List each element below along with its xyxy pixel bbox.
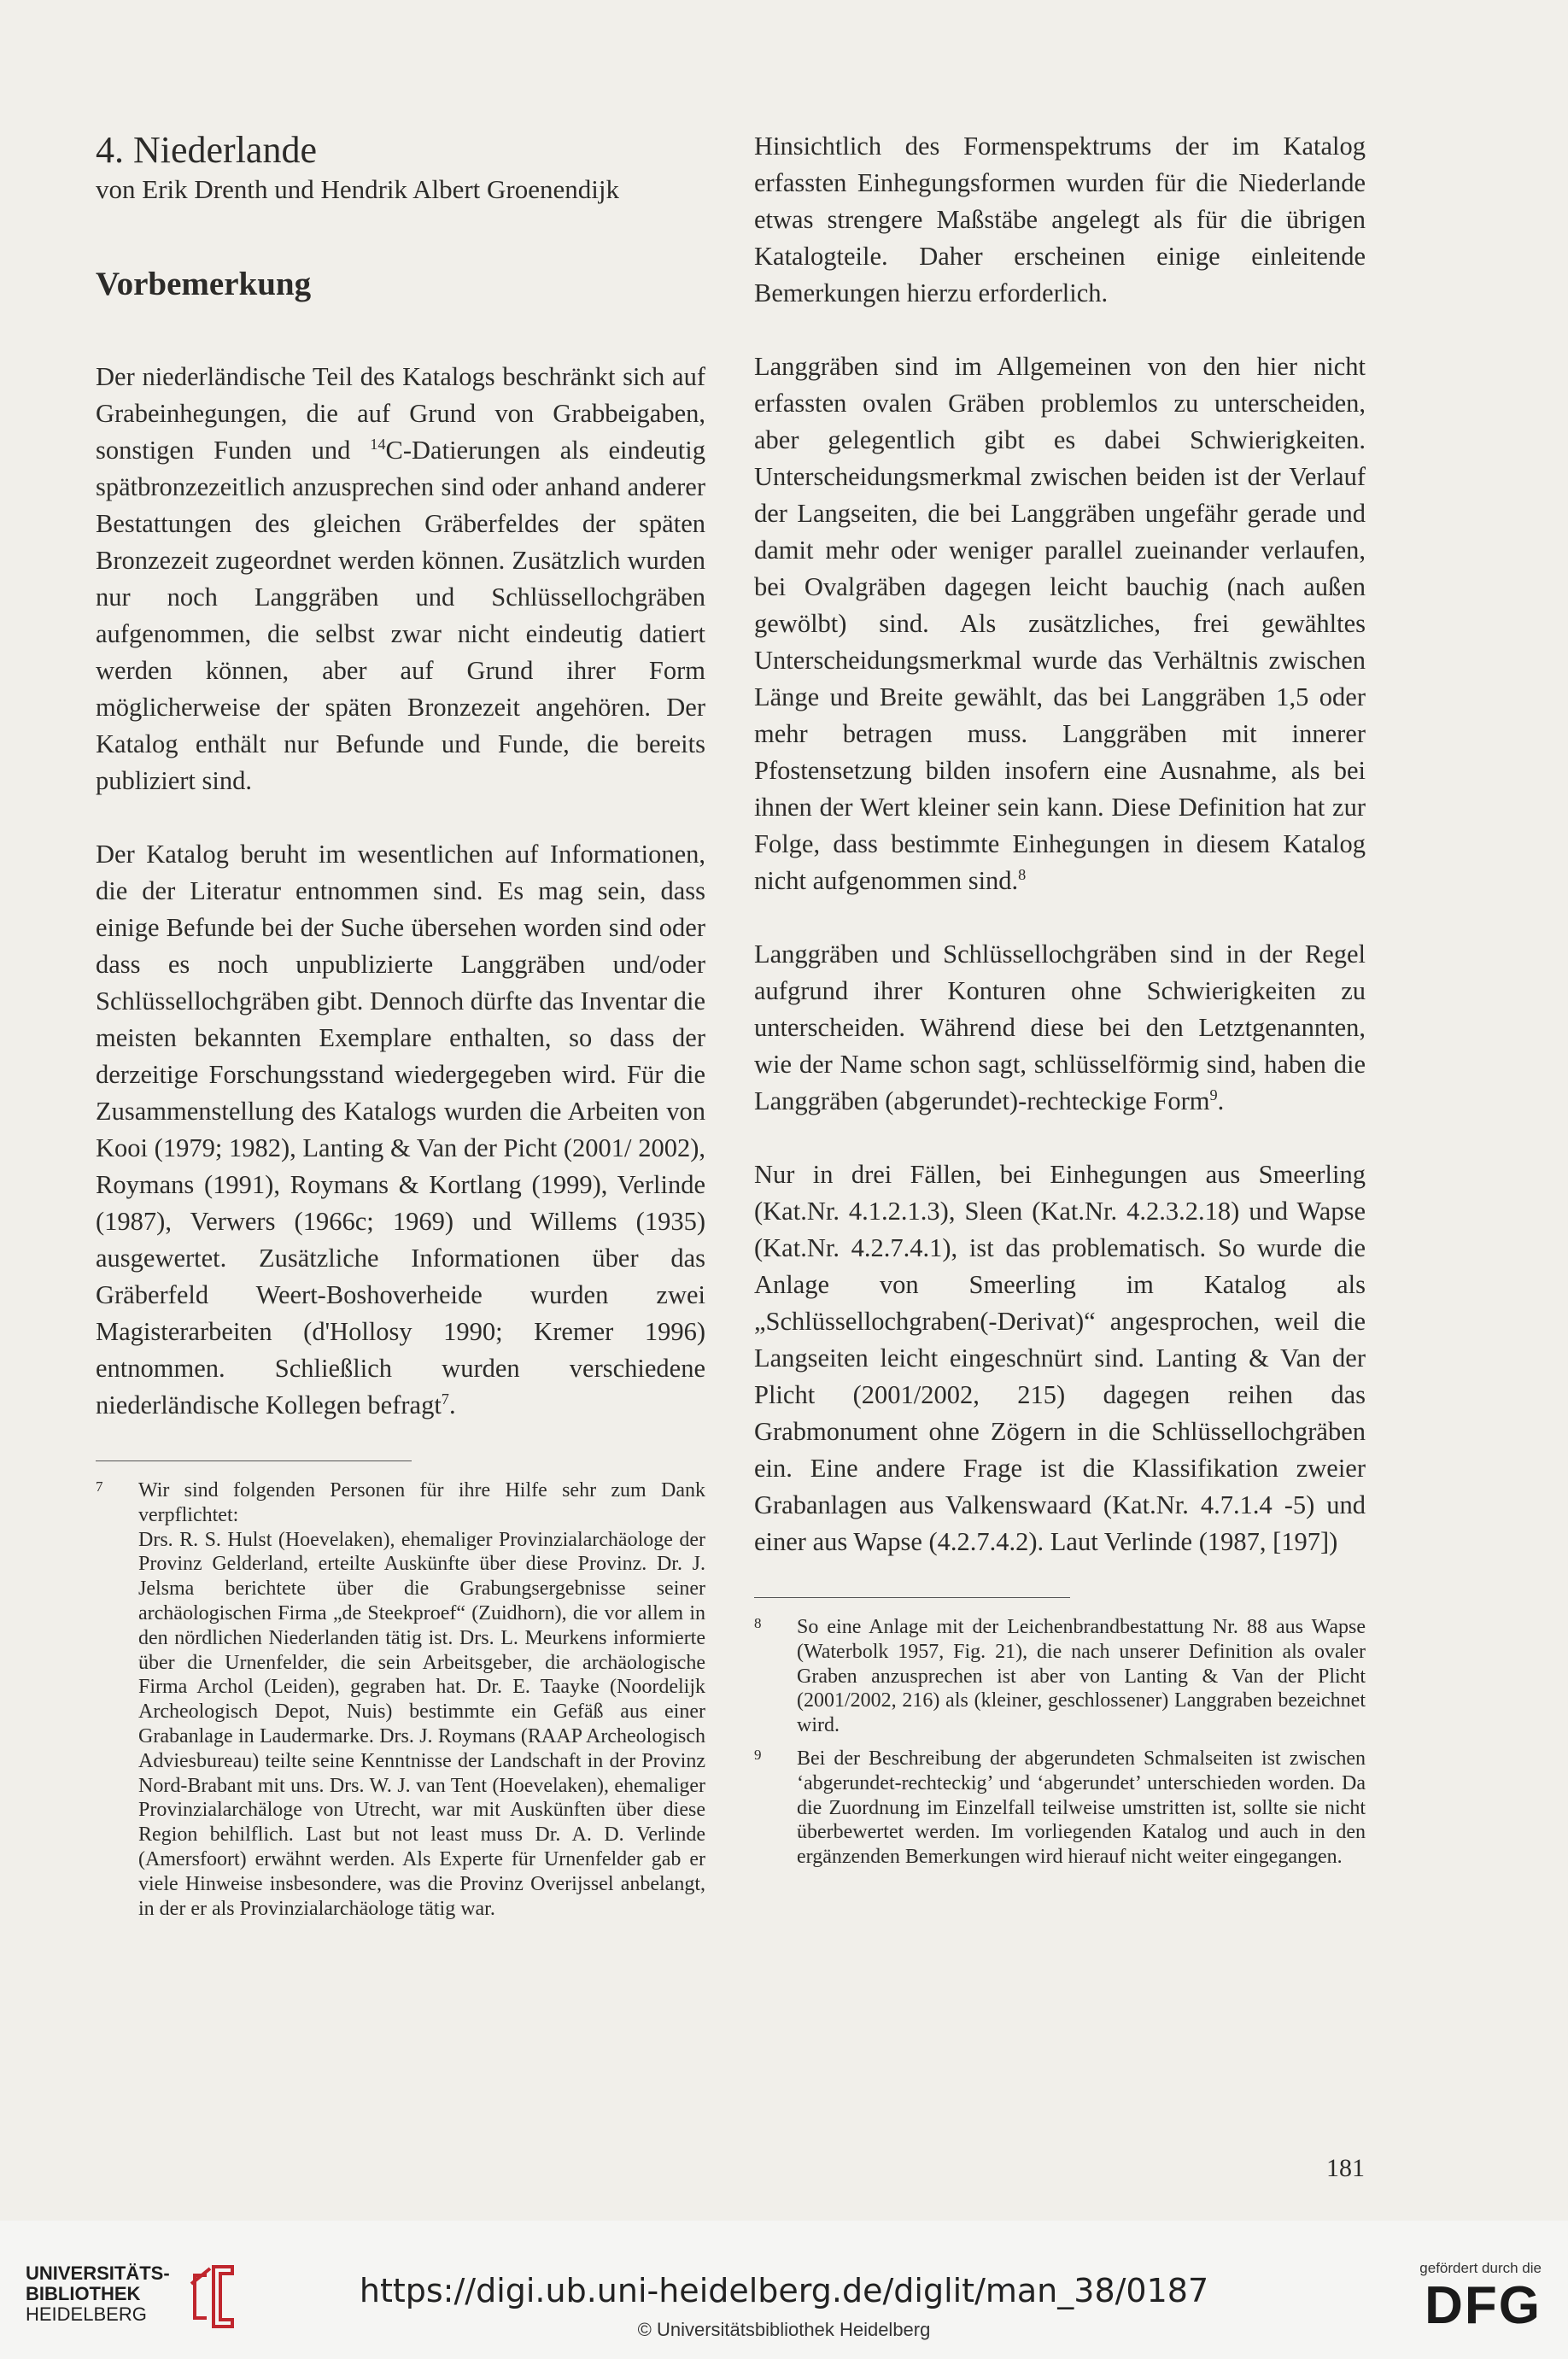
left-column	[96, 128, 705, 1929]
footnote-ref-9[interactable]: 9	[1209, 1086, 1218, 1104]
footnote-ref-7[interactable]: 7	[441, 1390, 449, 1408]
superscript: 14	[370, 436, 386, 454]
paragraph: Hinsichtlich des Formenspektrums der im Katalog erfassten Einhegungsformen wurden für die Niederlande etwas strengere Maßstäbe angelegt als für die übrigen Katalogteile. Daher erscheinen einige einleitende Bemerkungen hierzu erforderlich.	[754, 132, 1366, 307]
permalink-url[interactable]: https://digi.ub.uni-heidelberg.de/diglit/man_38/0187	[359, 2272, 1209, 2309]
footnote-divider	[754, 1597, 1070, 1598]
viewer-footer	[0, 2221, 1568, 2359]
footnote-number: 7	[96, 1478, 103, 1495]
footnote-number: 9	[754, 1746, 762, 1763]
paragraph: Langgräben und Schlüssellochgräben sind in der Regel aufgrund ihrer Konturen ohne Schwierigkeiten zu unterscheiden. Während diese bei den Letztgenannten, wie der Name schon sagt, schlüsselförmig sind, haben die Langgräben (abgerundet)-rechteckige Form$^9$.	[754, 940, 1366, 1115]
footnote-9: 9 Bei der Beschreibung der abgerundeten Schmalseiten ist zwischen ‘abgerundet-rechteckig’ und ‘abgerundet’ unterschieden worden. Da die Zuordnung im Einzelfall teilweise umstritten ist, sollte sie nicht überbewertet werden. Im vorliegenden Katalog und auch in den ergänzenden Bemerkungen wird hierauf nicht weiter eingegangen.	[754, 1746, 1366, 1869]
page-number: 181	[1326, 2154, 1365, 2182]
paragraph: Nur in drei Fällen, bei Einhegungen aus Smeerling (Kat.Nr. 4.1.2.1.3), Sleen (Kat.Nr. 4.2.3.2.18) und Wapse (Kat.Nr. 4.2.7.4.1), ist das problematisch. So wurde die Anlage von Smeerling im Katalog als „Schlüssellochgraben(-Derivat)“ angesprochen, weil die Langseiten leicht eingeschnürt sind. Lanting & Van der Plicht (2001/2002, 215) dagegen reihen das Grabmonument ohne Zögern in die Schlüssellochgräben ein. Eine andere Frage ist die Klassifikation zweier Grabanlagen aus Valkenswaard (Kat.Nr. 4.7.1.4 -5) und einer aus Wapse (4.2.7.4.2). Laut Verlinde (1987, [197])	[754, 1160, 1366, 1556]
footnote-number: 8	[754, 1615, 762, 1631]
paragraph: Der niederländische Teil des Katalogs beschränkt sich auf Grabeinhegungen, die auf Grund von Grabbeigaben, sonstigen Funden und $^{14}$C-Datierungen als eindeutig spätbronzezeitlich anzusprechen sind oder anhand anderer Bestattungen des gleichen Gräberfeldes der späten Bronzezeit zugeordnet werden können. Zusätzlich wurden nur noch Langgräben und Schlüssellochgräben aufgenommen, die selbst zwar nicht eindeutig datiert werden können, aber auf Grund ihrer Form möglicherweise der späten Bronzezeit angehören. Der Katalog enthält nur Befunde und Funde, die bereits publiziert sind.	[96, 362, 705, 795]
footnote-divider	[96, 1460, 412, 1461]
chapter-title: 4. Niederlande	[96, 129, 317, 171]
right-column	[754, 128, 1366, 1878]
footnote-8: 8 So eine Anlage mit der Leichenbrandbestattung Nr. 88 aus Wapse (Waterbolk 1957, Fig. 21), die nach unserer Definition als ovaler Graben anzusprechen ist aber von Lanting & Van der Plicht (2001/2002, 216) als (kleiner, geschlossener) Langgraben bezeichnet wird.	[754, 1615, 1366, 1737]
dfg-logo[interactable]: gefördert durch die DFG	[1419, 2260, 1542, 2335]
copyright-notice: © Universitätsbibliothek Heidelberg	[637, 2319, 931, 2340]
library-logo[interactable]: UNIVERSITÄTS- BIBLIOTHEK HEIDELBERG	[26, 2263, 222, 2332]
footnote-ref-8[interactable]: 8	[1018, 866, 1027, 884]
section-title: Vorbemerkung	[96, 266, 312, 302]
footnote-7: 7 Wir sind folgenden Personen für ihre Hilfe sehr zum Dank verpflichtet: Drs. R. S. Hulst (Hoevelaken), ehemaliger Provinzialarchäologe der Provinz Gelderland, erteilte Auskünfte über diese Provinz. Dr. J. Jelsma berichtete über die Grabungsergebnisse seiner archäologischen Firma „de Steekproef“ (Zuidhorn), die vor allem in den nördlichen Niederlanden tätig ist. Drs. L. Meurkens informierte über die Urnenfelder, die sein Arbeitsgeber, die archäologische Firma Archol (Leiden), gegraben hat. Dr. E. Taayke (Noordelijk Archeologisch Depot, Nuis) bestimmte ein Gefäß aus einer Grabanlage in Laudermarke. Drs. J. Roymans (RAAP Archeologisch Adviesbureau) teilte seine Kenntnisse der Landschaft in der Provinz Nord-Brabant mit uns. Drs. W. J. van Tent (Hoevelaken), ehemaliger Provinzialarchäloge von Utrecht, war mit Auskünften über diese Region behilflich. Last but not least muss Dr. A. D. Verlinde (Amersfoort) erwähnt werden. Als Experte für Urnenfelder gab er viele Hinweise insbesondere, was die Provinz Overijssel anbelangt, in der er als Provinzialarchäologe tätig war.	[96, 1478, 705, 1920]
paragraph: Der Katalog beruht im wesentlichen auf Informationen, die der Literatur entnommen sind. Es mag sein, dass einige Befunde bei der Suche übersehen worden sind oder dass es noch unpublizierte Langgräben und/oder Schlüssellochgräben gibt. Dennoch dürfte das Inventar die meisten bekannten Exemplare enthalten, so dass der derzeitige Forschungsstand wiedergegeben wird. Für die Zusammenstellung des Katalogs wurden die Arbeiten von Kooi (1979; 1982), Lanting & Van der Picht (2001/ 2002), Roymans (1991), Roymans & Kortlang (1999), Verlinde (1987), Verwers (1966c; 1969) und Willems (1935) ausgewertet. Zusätzliche Informationen über das Gräberfeld Weert-Boshoverheide wurden zwei Magisterarbeiten (d'Hollosy 1990; Kremer 1996) entnommen. Schließlich wurden verschiedene niederländische Kollegen befragt$^7$.	[96, 840, 705, 1419]
chapter-authors: von Erik Drenth und Hendrik Albert Groenendijk	[96, 174, 619, 204]
paragraph: Langgräben sind im Allgemeinen von den hier nicht erfassten ovalen Gräben problemlos zu unterscheiden, aber gelegentlich gibt es dabei Schwierigkeiten. Unterscheidungsmerkmal zwischen beiden ist der Verlauf der Langseiten, die bei Langgräben ungefähr gerade und damit mehr oder weniger parallel zueinander verlaufen, bei Ovalgräben dagegen leicht bauchig (nach außen gewölbt) sind. Als zusätzliches, frei gewähltes Unterscheidungsmerkmal wurde das Verhältnis zwischen Länge und Breite gewählt, das bei Langgräben 1,5 oder mehr betragen muss. Langgräben mit innerer Pfostensetzung bilden insofern eine Ausnahme, als bei ihnen der Wert kleiner sein kann. Diese Definition hat zur Folge, dass bestimmte Einhegungen in diesem Katalog nicht aufgenommen sind.$^8$	[754, 352, 1366, 895]
